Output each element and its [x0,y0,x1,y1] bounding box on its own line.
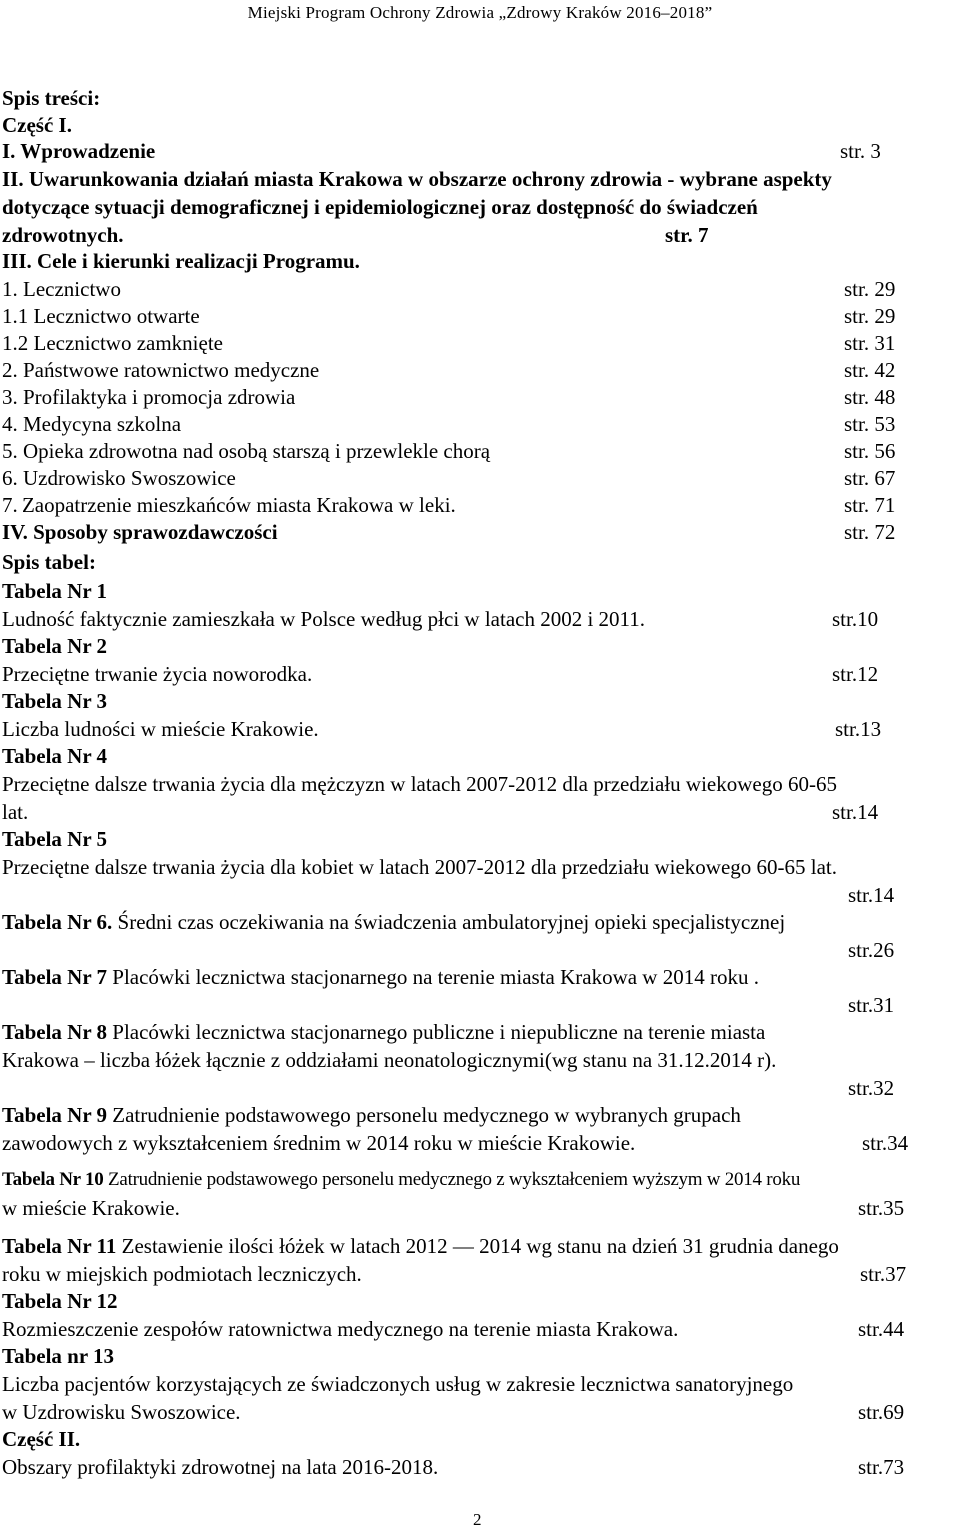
table-6-page: str.26 [848,938,895,962]
toc-sub-2: 2. Państwowe ratownictwo medyczne [2,358,320,382]
table-7-name: Tabela Nr 7 [2,965,108,989]
toc-sub-5-page: str. 56 [844,439,896,463]
table-10-name: Tabela Nr 10 [2,1169,104,1190]
toc-sub-7-page: str. 71 [844,493,896,517]
table-11-desc-cont: roku w miejskich podmiotach leczniczych. [2,1262,362,1286]
table-1-name: Tabela Nr 1 [2,579,108,603]
table-3-name: Tabela Nr 3 [2,689,108,713]
table-13-page: str.69 [858,1400,905,1424]
toc-sub-1-2-page: str. 31 [844,331,896,355]
toc-sub-3: 3. Profilaktyka i promocja zdrowia [2,385,296,409]
table-10-entry [2,1167,800,1193]
table-1-page: str.10 [832,607,879,631]
table-12-name: Tabela Nr 12 [2,1289,118,1313]
table-8-desc-cont: Krakowa – liczba łóżek łącznie z oddziałami neonatologicznymi(wg stanu na 31.12.2014 r). [2,1048,777,1072]
toc-sub-1: 1. Lecznictwo [2,277,121,301]
table-6-entry [2,909,785,935]
table-7-desc: Placówki lecznictwa stacjonarnego na terenie miasta Krakowa w 2014 roku . [112,965,759,989]
part-1-heading: Część I. [2,113,72,137]
table-9-page: str.34 [862,1131,909,1155]
table-9-desc: Zatrudnienie podstawowego personelu medycznego w wybranych grupach [112,1103,741,1127]
part-2-page: str.73 [858,1455,905,1479]
table-8-entry [2,1019,765,1045]
table-8-name: Tabela Nr 8 [2,1020,108,1044]
running-header: Miejski Program Ochrony Zdrowia „Zdrowy Kraków 2016–2018” [247,3,713,22]
toc-page-2: str. 7 [665,223,709,247]
table-9-desc-cont: zawodowych z wykształceniem średnim w 2014 roku w mieście Krakowie. [2,1131,636,1155]
toc-sub-1-1-page: str. 29 [844,304,896,328]
table-5-desc: Przeciętne dalsze trwania życia dla kobiet w latach 2007-2012 dla przedziału wiekowego 60-65 lat. [2,855,838,879]
table-6-name: Tabela Nr 6. [2,910,113,934]
table-13-desc-cont: w Uzdrowisku Swoszowice. [2,1400,241,1424]
table-13-desc: Liczba pacjentów korzystających ze świadczonych usług w zakresie lecznictwa sanatoryjnego [2,1372,794,1396]
table-11-name: Tabela Nr 11 [2,1234,117,1258]
toc-sub-1-page: str. 29 [844,277,896,301]
toc-title: Spis treści: [2,86,101,110]
toc-entry-1: I. Wprowadzenie [2,139,156,163]
table-12-desc: Rozmieszczenie zespołów ratownictwa medycznego na terenie miasta Krakowa. [2,1317,679,1341]
toc-sub-5: 5. Opieka zdrowotna nad osobą starszą i przewlekle chorą [2,439,491,463]
table-9-entry [2,1102,741,1128]
table-7-page: str.31 [848,993,895,1017]
tables-title: Spis tabel: [2,550,96,574]
table-11-entry [2,1233,839,1259]
toc-sub-4-page: str. 53 [844,412,896,436]
table-1-desc: Ludność faktycznie zamieszkała w Polsce według płci w latach 2002 i 2011. [2,607,646,631]
table-4-page: str.14 [832,800,879,824]
toc-sub-6-page: str. 67 [844,466,896,490]
table-2-page: str.12 [832,662,879,686]
table-8-page: str.32 [848,1076,895,1100]
table-13-name: Tabela nr 13 [2,1344,115,1368]
toc-entry-2-end: zdrowotnych. [2,223,124,247]
part-2-entry: Obszary profilaktyki zdrowotnej na lata 2016-2018. [2,1455,439,1479]
table-5-name: Tabela Nr 5 [2,827,108,851]
toc-entry-4: IV. Sposoby sprawozdawczości [2,520,278,544]
toc-sub-4: 4. Medycyna szkolna [2,412,182,436]
toc-sub-1-2: 1.2 Lecznictwo zamknięte [2,331,223,355]
table-10-page: str.35 [858,1196,905,1220]
toc-sub-7: 7. Zaopatrzenie mieszkańców miasta Krakowa w leki. [2,493,456,517]
table-7-entry [2,964,759,990]
toc-sub-1-1: 1.1 Lecznictwo otwarte [2,304,200,328]
table-10-desc-cont: w mieście Krakowie. [2,1196,180,1220]
toc-entry-2: II. Uwarunkowania działań miasta Krakowa w obszarze ochrony zdrowia - wybrane aspekty [2,167,832,191]
table-3-page: str.13 [835,717,882,741]
table-5-page: str.14 [848,883,895,907]
table-6-desc: Średni czas oczekiwania na świadczenia ambulatoryjnej opieki specjalistycznej [117,910,786,934]
page-number: 2 [473,1510,482,1529]
table-4-desc: Przeciętne dalsze trwania życia dla mężczyzn w latach 2007-2012 dla przedziału wiekowego 60-65 [2,772,837,796]
table-9-name: Tabela Nr 9 [2,1103,108,1127]
toc-sub-2-page: str. 42 [844,358,896,382]
toc-entry-3: III. Cele i kierunki realizacji Programu. [2,249,360,273]
table-11-page: str.37 [860,1262,907,1286]
table-12-page: str.44 [858,1317,905,1341]
table-3-desc: Liczba ludności w mieście Krakowie. [2,717,319,741]
table-4-name: Tabela Nr 4 [2,744,108,768]
part-2-heading: Część II. [2,1427,81,1451]
table-8-desc: Placówki lecznictwa stacjonarnego publiczne i niepubliczne na terenie miasta [112,1020,766,1044]
toc-entry-4-page: str. 72 [844,520,896,544]
toc-sub-6: 6. Uzdrowisko Swoszowice [2,466,236,490]
table-4-desc-cont: lat. [2,800,29,824]
toc-entry-2-cont: dotyczące sytuacji demograficznej i epidemiologicznej oraz dostępność do świadczeń [2,195,758,219]
table-2-desc: Przeciętne trwanie życia noworodka. [2,662,313,686]
table-10-desc: Zatrudnienie podstawowego personelu medycznego z wykształceniem wyższym w 2014 roku [108,1169,801,1190]
toc-page-1: str. 3 [840,139,881,163]
toc-sub-3-page: str. 48 [844,385,896,409]
table-2-name: Tabela Nr 2 [2,634,108,658]
table-11-desc: Zestawienie ilości łóżek w latach 2012 — 2014 wg stanu na dzień 31 grudnia danego [121,1234,839,1258]
